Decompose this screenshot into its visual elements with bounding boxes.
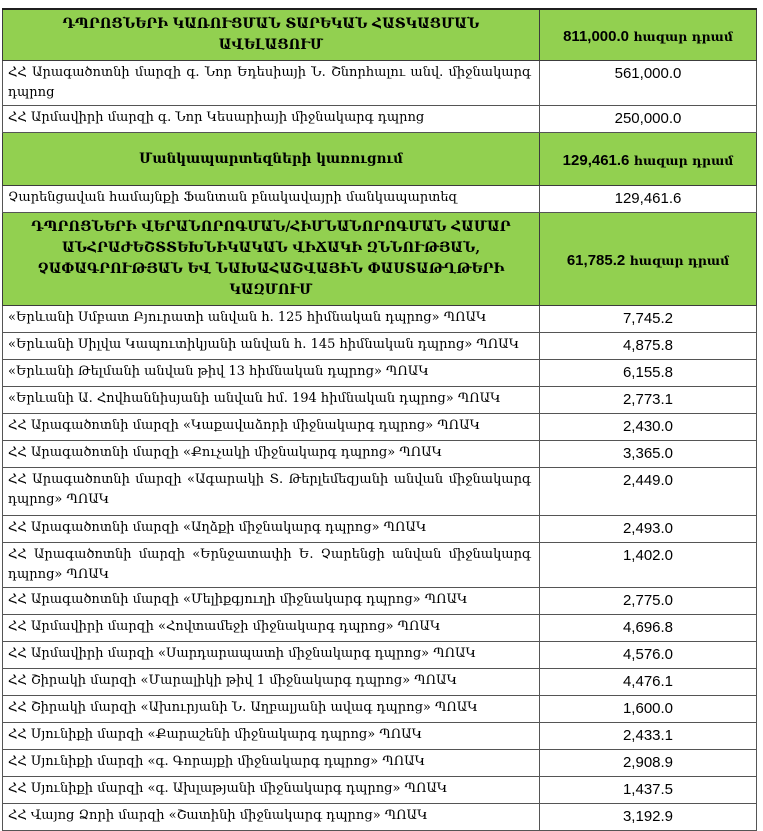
amount-cell: 2,775.0 [540, 588, 757, 615]
amount-cell: 2,773.1 [540, 387, 757, 414]
section-total-unit: հազար դրամ [629, 28, 733, 44]
table-row [3, 61, 757, 106]
section-total-unit: հազար դրամ [629, 152, 734, 168]
institution-name-cell: «Երևանի Սմբատ Բյուրատի անվան հ. 125 հիմնական դպրոց» ՊՈԱԿ [3, 306, 540, 333]
amount-cell: 2,908.9 [540, 750, 757, 777]
amount-cell: 4,476.1 [540, 669, 757, 696]
institution-name-cell: ՀՀ Սյունիքի մարզի «Քարաշենի միջնակարգ դպրոց» ՊՈԱԿ [3, 723, 540, 750]
table-row [3, 360, 757, 387]
institution-name-cell: ՀՀ Սյունիքի մարզի «գ. Ախլաթյանի միջնակարգ դպրոց» ՊՈԱԿ [3, 777, 540, 804]
amount-cell: 2,493.0 [540, 516, 757, 543]
amount-cell: 2,430.0 [540, 414, 757, 441]
section-total-cell [540, 133, 757, 186]
section-total-amount: 61,785.2 [566, 251, 626, 269]
section-header-row [3, 133, 757, 186]
allocation-table-body [3, 9, 757, 831]
institution-name-cell: ՀՀ Շիրակի մարզի «Մարալիկի թիվ 1 միջնակարգ դպրոց» ՊՈԱԿ [3, 669, 540, 696]
amount-cell: 4,576.0 [540, 642, 757, 669]
table-row [3, 186, 757, 213]
amount-cell: 129,461.6 [540, 186, 757, 213]
institution-name-cell: ՀՀ Արագածոտնի մարզի «Կաքավաձորի միջնակարգ դպրոց» ՊՈԱԿ [3, 414, 540, 441]
table-row [3, 106, 757, 133]
table-row [3, 414, 757, 441]
amount-cell: 1,600.0 [540, 696, 757, 723]
table-row [3, 441, 757, 468]
institution-name-cell: Չարենցավան համայնքի Ֆանտան բնակավայրի մանկապարտեզ [3, 186, 540, 213]
institution-name-cell: ՀՀ Արմավիրի մարզի «Հովտամեջի միջնակարգ դպրոց» ՊՈԱԿ [3, 615, 540, 642]
amount-cell: 250,000.0 [540, 106, 757, 133]
institution-name-cell: ՀՀ Արմավիրի մարզի գ. Նոր Կեսարիայի միջնակարգ դպրոց [3, 106, 540, 133]
section-header-row [3, 213, 757, 306]
table-row [3, 516, 757, 543]
institution-name-cell: «Երևանի Թելմանի անվան թիվ 13 հիմնական դպրոց» ՊՈԱԿ [3, 360, 540, 387]
institution-name-cell: «Երևանի Սիլվա Կապուտիկյանի անվան հ. 145 հիմնական դպրոց» ՊՈԱԿ [3, 333, 540, 360]
amount-cell: 4,875.8 [540, 333, 757, 360]
amount-cell: 3,365.0 [540, 441, 757, 468]
institution-name-cell: ՀՀ Վայոց Ձորի մարզի «Շատինի միջնակարգ դպրոց» ՊՈԱԿ [3, 804, 540, 831]
institution-name-cell: ՀՀ Սյունիքի մարզի «գ. Գորայքի միջնակարգ դպրոց» ՊՈԱԿ [3, 750, 540, 777]
section-total-amount: 811,000.0 [563, 27, 629, 45]
amount-cell: 6,155.8 [540, 360, 757, 387]
section-total-cell [540, 9, 757, 61]
table-row [3, 723, 757, 750]
amount-cell: 7,745.2 [540, 306, 757, 333]
amount-cell: 2,433.1 [540, 723, 757, 750]
section-header-row [3, 9, 757, 61]
section-title: Մանկապարտեզների կառուցում [3, 133, 540, 186]
institution-name-cell: ՀՀ Արագածոտնի մարզի «Քուչակի միջնակարգ դպրոց» ՊՈԱԿ [3, 441, 540, 468]
section-total-unit: հազար դրամ [625, 252, 730, 268]
institution-name-cell: ՀՀ Արագածոտնի մարզի «Ագարակի Տ. Թերլեմեզյանի անվան միջնակարգ դպրոց» ՊՈԱԿ [3, 468, 540, 516]
table-row [3, 468, 757, 516]
amount-cell: 561,000.0 [540, 61, 757, 106]
amount-cell: 2,449.0 [540, 468, 757, 516]
table-row [3, 306, 757, 333]
amount-cell: 1,437.5 [540, 777, 757, 804]
section-total-cell [540, 213, 757, 306]
section-title: ԴՊՐՈՑՆԵՐԻ ՎԵՐԱՆՈՐՈԳՄԱՆ/ՀԻՄՆԱՆՈՐՈԳՄԱՆ ՀԱՄԱՐ ԱՆՀՐԱԺԵՇՏՏԵԽՆԻԿԱԿԱՆ ՎԻՃԱԿԻ ԶՆՆՈՒԹՅԱՆ, ՉԱՓԱԳՐՈՒԹՅԱՆ ԵՎ ՆԱԽԱՀԱՇՎԱՅԻՆ ՓԱՍՏԱԹՂԹԵՐԻ ԿԱԶՄՈՒՄ [3, 213, 540, 306]
institution-name-cell: ՀՀ Արագածոտնի մարզի «Աղձքի միջնակարգ դպրոց» ՊՈԱԿ [3, 516, 540, 543]
institution-name-cell: «Երևանի Ա. Հովհաննիսյանի անվան հմ. 194 հիմնական դպրոց» ՊՈԱԿ [3, 387, 540, 414]
institution-name-cell: ՀՀ Արմավիրի մարզի «Սարդարապատի միջնակարգ դպրոց» ՊՈԱԿ [3, 642, 540, 669]
amount-cell: 4,696.8 [540, 615, 757, 642]
table-row [3, 777, 757, 804]
table-row [3, 543, 757, 588]
institution-name-cell: ՀՀ Շիրակի մարզի «Ախուրյանի Ն. Աղբալյանի ավագ դպրոց» ՊՈԱԿ [3, 696, 540, 723]
table-row [3, 333, 757, 360]
institution-name-cell: ՀՀ Արագածոտնի մարզի «Երնջատափի Ե. Չարենցի անվան միջնակարգ դպրոց» ՊՈԱԿ [3, 543, 540, 588]
table-row [3, 669, 757, 696]
amount-cell: 3,192.9 [540, 804, 757, 831]
institution-name-cell: ՀՀ Արագածոտնի մարզի «Մելիքգյուղի միջնակարգ դպրոց» ՊՈԱԿ [3, 588, 540, 615]
table-row [3, 642, 757, 669]
table-row [3, 750, 757, 777]
table-row [3, 588, 757, 615]
table-row [3, 696, 757, 723]
table-row [3, 804, 757, 831]
table-row [3, 615, 757, 642]
section-title: ԴՊՐՈՑՆԵՐԻ ԿԱՌՈՒՑՄԱՆ ՏԱՐԵԿԱՆ ՀԱՏԿԱՑՄԱՆ ԱՎԵԼԱՑՈՒՄ [3, 9, 540, 61]
amount-cell: 1,402.0 [540, 543, 757, 588]
table-row [3, 387, 757, 414]
allocation-table [2, 8, 757, 831]
section-total-amount: 129,461.6 [562, 151, 630, 169]
institution-name-cell: ՀՀ Արագածոտնի մարզի գ. Նոր Եդեսիայի Ն. Շնորհալու անվ. միջնակարգ դպրոց [3, 61, 540, 106]
